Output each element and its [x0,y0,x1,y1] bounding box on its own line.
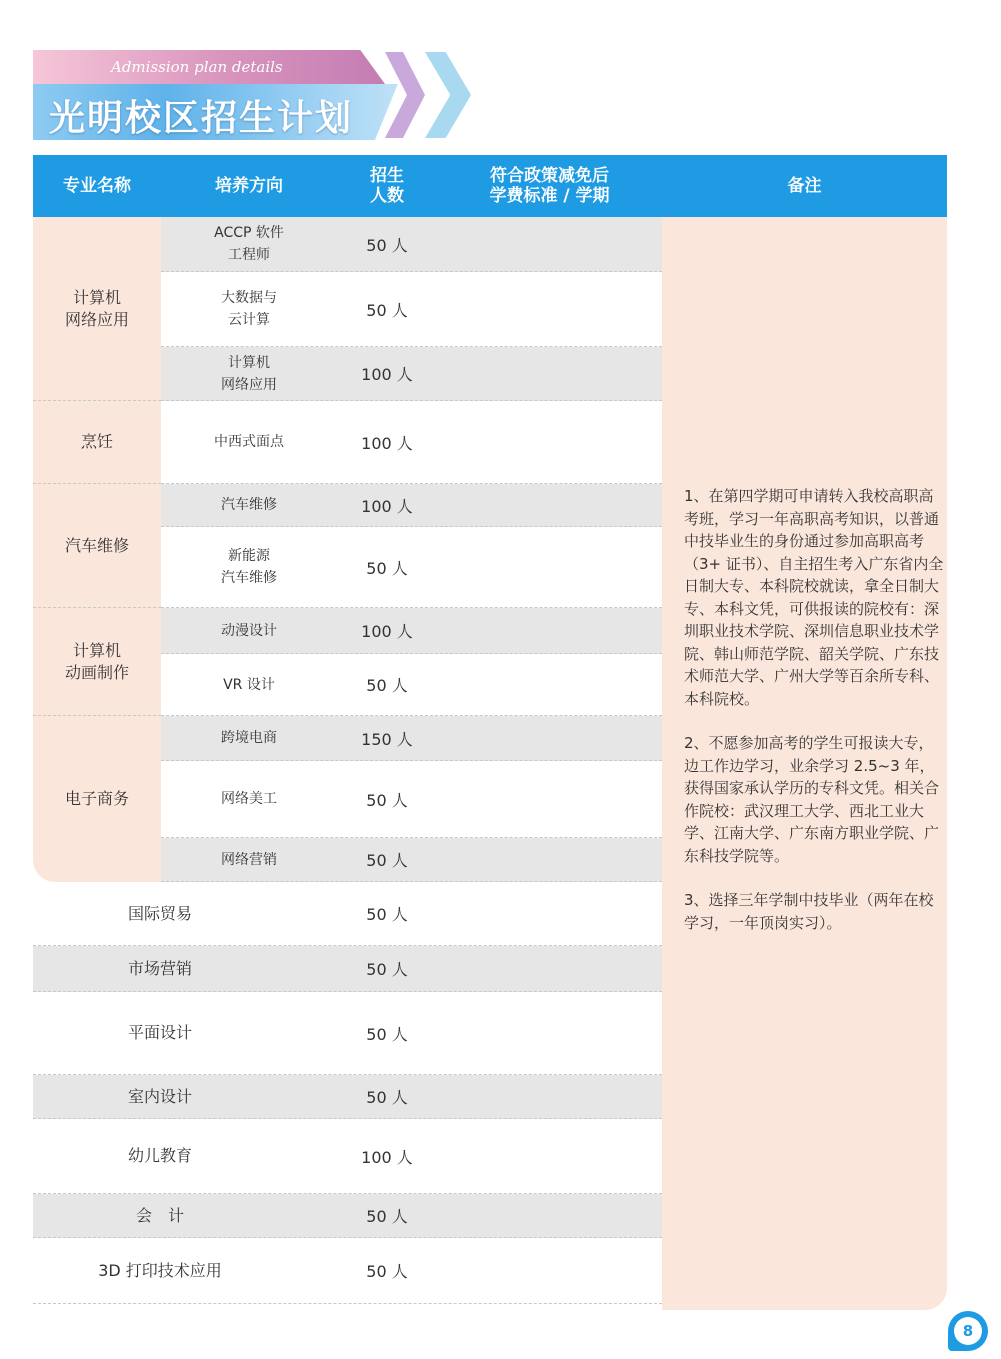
count-cell: 50 人 [366,790,408,810]
column-header-fee-line1: 符合政策减免后 [490,166,609,186]
banner-subtitle: Admission plan details [111,58,283,76]
notes-text [684,485,946,956]
note-paragraph: 3、选择三年学制中技毕业（两年在校学习，一年顶岗实习）。 [684,891,934,932]
count-cell: 50 人 [366,676,408,695]
direction-line1: 新能源 [228,548,270,564]
group-label-line1: 计算机 [72,640,121,660]
page-number-badge [948,1311,988,1351]
table-row [161,347,662,401]
group-label-line1: 电子商务 [64,788,129,808]
direction-cell [161,527,337,607]
direction-cell: VR 设计 [223,676,275,693]
direction-cell [161,347,337,400]
chevron-right-icon [425,52,471,138]
count-cell: 100 人 [361,622,413,641]
count-cell: 50 人 [366,1207,408,1226]
table-row [33,1238,662,1304]
count-cell: 50 人 [366,905,408,924]
group-label [33,401,161,484]
column-header-major-label: 专业名称 [63,176,131,196]
count-cell: 50 人 [366,960,408,979]
column-header-fee-line2: 学费标准 / 学期 [489,186,610,206]
column-header-direction-label: 培养方向 [215,176,283,196]
column-header-direction [161,155,337,217]
direction-line2: 云计算 [228,312,270,328]
table-row [161,272,662,347]
direction-line1: 计算机 [228,354,270,371]
page-title: 光明校区招生计划 [49,98,354,139]
table-row [33,992,662,1075]
direction-line2: 汽车维修 [221,570,277,586]
direction-cell [161,272,337,346]
major-cell: 国际贸易 [127,903,192,923]
column-header-notes-label: 备注 [787,176,822,196]
page-number: 8 [954,1317,982,1345]
group-label [33,484,161,608]
direction-line2: 工程师 [228,247,270,263]
count-cell: 100 人 [361,1147,413,1167]
group-label-line1: 烹饪 [80,432,113,451]
column-header-count-line1: 招生 [370,166,404,186]
column-header-fee [437,155,662,217]
direction-cell: 动漫设计 [221,622,277,639]
direction-line1: ACCP 软件 [214,225,284,241]
count-cell: 100 人 [361,365,413,384]
direction-cell: 网络营销 [221,851,277,868]
direction-cell: 中西式面点 [214,434,284,450]
major-cell: 会 计 [135,1205,184,1225]
count-cell: 50 人 [366,1024,408,1044]
table-row [161,608,662,654]
count-cell: 50 人 [366,235,408,255]
table-row [33,946,662,992]
group-label [33,716,161,881]
table-row [161,654,662,716]
notes-column [662,217,947,1310]
title-banner [33,50,478,142]
count-cell: 100 人 [361,433,413,453]
count-cell: 50 人 [366,300,408,320]
major-cell: 市场营销 [127,958,192,978]
table-row [33,1194,662,1238]
direction-cell: 跨境电商 [221,730,277,746]
table-row [33,882,662,946]
group-label [33,608,161,716]
table-row [161,217,662,272]
direction-cell: 汽车维修 [221,497,277,513]
major-cell: 平面设计 [127,1023,192,1042]
table-row [33,1119,662,1194]
count-cell: 50 人 [366,558,408,578]
major-cell: 3D 打印技术应用 [98,1260,222,1280]
table-row [161,838,662,882]
table-row [161,761,662,838]
table-row [161,401,662,484]
column-header-count-line2: 人数 [370,186,404,206]
direction-cell: 网络美工 [221,791,277,807]
count-cell: 50 人 [366,1262,408,1281]
group-label-line1: 计算机 [72,287,121,307]
group-label-line1: 汽车维修 [64,535,129,555]
column-header-major [33,155,161,217]
table-header [33,155,947,217]
count-cell: 50 人 [366,1088,408,1107]
table-row [33,1075,662,1119]
count-cell: 50 人 [366,851,408,870]
table-row [161,484,662,527]
count-cell: 150 人 [361,729,413,749]
direction-line1: 大数据与 [221,290,277,306]
group-label-line2: 网络应用 [64,309,129,329]
column-header-notes [662,155,947,217]
count-cell: 100 人 [361,496,413,516]
table-row [161,527,662,608]
group-label [33,217,161,401]
direction-line2: 网络应用 [221,376,277,393]
group-label-line2: 动画制作 [64,662,129,682]
column-header-count [337,155,437,217]
major-cell: 幼儿教育 [127,1146,192,1165]
note-paragraph: 2、不愿参加高考的学生可报读大专，边工作边学习，业余学习 2.5~3 年，获得国家承认学历的专科文凭。相关合作院校：武汉理工大学、西北工业大学、江南大学、广东南方职业学院、广东科技学院等。 [684,734,940,865]
direction-cell [161,217,337,271]
major-cell: 室内设计 [127,1086,192,1106]
note-paragraph: 1、在第四学期可申请转入我校高职高考班，学习一年高职高考知识，以普通中技毕业生的身份通过参加高职高考（3+ 证书）、自主招生考入广东省内全日制大专、本科院校就读，拿全日制大专、本科文凭，可供报读的院校有：深圳职业技术学院、深圳信息职业技术学院、韩山师范学院、韶关学院、广东技术师范大学、广州大学等百余所专科、本科院校。 [684,487,944,708]
table-row [161,716,662,761]
